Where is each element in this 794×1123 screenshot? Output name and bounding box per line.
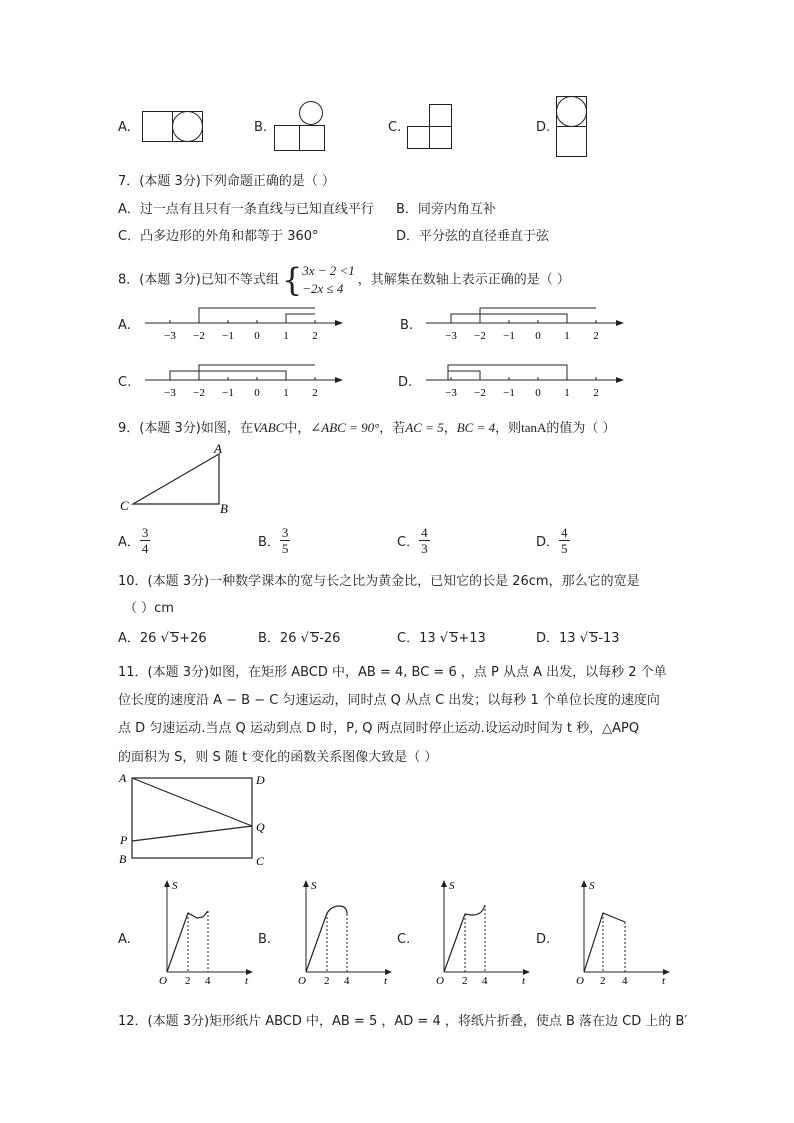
q11b-origin: O xyxy=(298,975,306,987)
q8-stem xyxy=(118,262,570,298)
sqrt-icon: √ xyxy=(439,631,449,646)
q9-option-b-fraction xyxy=(280,525,291,556)
q7-option-b: B．同旁内角互补 xyxy=(396,202,496,217)
q11a-t-label: t xyxy=(245,975,249,987)
q8-option-b-label: B. xyxy=(400,318,414,333)
q10-option-b-label: B． xyxy=(258,631,280,646)
q6-option-c-figure xyxy=(407,104,453,152)
q8a-tick-n3: −3 xyxy=(164,330,176,342)
q8-option-a-numberline xyxy=(145,305,350,343)
q10-option-c-coef: 13 xyxy=(419,631,436,646)
q9-option-d-label: D． xyxy=(536,535,560,550)
q9-option-d-num: 4 xyxy=(561,525,568,540)
q11-label-q: Q xyxy=(256,820,265,834)
q10-option-c-rest: +13 xyxy=(458,631,486,646)
q8a-tick-n2: −2 xyxy=(193,330,205,342)
q8-option-a-label: A. xyxy=(118,318,131,333)
q8b-tick-0: 0 xyxy=(535,330,541,342)
q8b-tick-n1: −1 xyxy=(503,330,515,342)
q9-option-b xyxy=(258,525,290,556)
q10-option-d-coef: 13 xyxy=(559,631,576,646)
q8b-tick-2: 2 xyxy=(593,330,599,342)
q8d-tick-2: 2 xyxy=(593,387,599,399)
q9-option-a-label: A． xyxy=(118,535,140,550)
q9-triangle-figure xyxy=(118,440,238,518)
q10-line1: 10．(本题 3分)一种数学课本的宽与长之比为黄金比，已知它的长是 26cm，那么它的宽是 xyxy=(118,574,640,589)
q10-option-d-rad: 5 xyxy=(590,631,599,646)
q11d-s-label: S xyxy=(589,880,595,892)
q8c-tick-n2: −2 xyxy=(193,387,205,399)
q11-label-a: A xyxy=(119,771,127,785)
q8-option-d-numberline xyxy=(426,362,631,400)
q9-stem-part5: ，则 xyxy=(495,421,522,436)
q7-option-c: C．凸多边形的外角和都等于 360° xyxy=(118,229,319,244)
q8-stem-suffix: ，其解集在数轴上表示正确的是（ ） xyxy=(357,272,570,288)
q9-tan: tanA xyxy=(521,420,547,435)
q11d-origin: O xyxy=(576,975,584,987)
q10-line2: （ ）cm xyxy=(124,601,174,616)
q9-option-a-num: 3 xyxy=(141,525,149,540)
q10-option-b-rest: -26 xyxy=(319,631,341,646)
q11-label-c: C xyxy=(256,854,265,868)
q9-option-c-label: C． xyxy=(397,535,420,550)
q8-brace: { xyxy=(281,261,303,299)
q11-line2: 位长度的速度沿 A − B − C 匀速运动，同时点 Q 从点 C 出发；以每秒 1 个单位长度的速度向 xyxy=(118,693,660,708)
q8b-tick-n3: −3 xyxy=(445,330,457,342)
q9-ac: AC = 5 xyxy=(405,420,444,435)
q11d-tick-2: 2 xyxy=(600,975,606,987)
q11b-tick-2: 2 xyxy=(324,975,330,987)
q6-option-d-figure xyxy=(556,96,588,158)
q8a-tick-1: 1 xyxy=(283,330,289,342)
q8-option-c-label: C. xyxy=(118,375,132,390)
q8d-tick-n3: −3 xyxy=(445,387,457,399)
q10-option-c-label: C． xyxy=(397,631,420,646)
q11a-s-label: S xyxy=(172,880,178,892)
sqrt-icon: √ xyxy=(579,631,588,646)
q8-system xyxy=(282,262,355,298)
q9-stem-part3: ，若 xyxy=(379,421,406,436)
q9-option-c xyxy=(397,525,430,556)
q8c-tick-0: 0 xyxy=(254,387,260,399)
q9-option-c-den: 3 xyxy=(421,541,428,556)
q11b-tick-4: 4 xyxy=(344,975,350,987)
q9-triangle: VABC xyxy=(252,420,285,435)
q10-option-d-rest: -13 xyxy=(598,631,620,646)
q11b-s-label: S xyxy=(311,880,317,892)
q7-option-d: D．平分弦的直径垂直于弦 xyxy=(396,229,550,244)
q9-option-d-fraction xyxy=(559,525,570,556)
q6-option-b-label: B. xyxy=(254,120,268,135)
q8a-tick-2: 2 xyxy=(312,330,318,342)
q11-option-a-graph xyxy=(145,876,257,986)
q8-stem-prefix: 8．(本题 3分)已知不等式组 xyxy=(118,272,279,288)
q9-option-a xyxy=(118,525,150,556)
q12-line1: 12．(本题 3分)矩形纸片 ABCD 中，AB = 5 ，AD = 4 ，将纸片折叠，使点 B 落在边 CD 上的 B′ xyxy=(118,1014,688,1029)
q9-option-a-fraction xyxy=(140,525,151,556)
q8-inequality-2: −2x ≤ 4 xyxy=(302,281,344,296)
q8b-tick-1: 1 xyxy=(564,330,570,342)
q10-option-d-label: D． xyxy=(536,631,560,646)
q10-option-a-rad: 5 xyxy=(170,631,180,646)
q11-line4: 的面积为 S，则 S 随 t 变化的函数关系图像大致是（ ） xyxy=(118,750,438,765)
q11-option-c-graph xyxy=(422,876,534,986)
q9-option-a-den: 4 xyxy=(141,541,149,556)
q11-line1: 11．(本题 3分)如图，在矩形 ABCD 中，AB = 4, BC = 6 ，点 P 从点 A 出发，以每秒 2 个单 xyxy=(118,665,667,680)
q7-stem: 7．(本题 3分)下列命题正确的是（ ） xyxy=(118,174,335,189)
q7-option-a: A．过一点有且只有一条直线与已知直线平行 xyxy=(118,202,374,217)
q9-option-b-den: 5 xyxy=(281,541,289,556)
q9-label-b: B xyxy=(220,501,228,516)
q11c-s-label: S xyxy=(449,880,455,892)
q6-option-a-label: A. xyxy=(118,120,131,135)
q8-system-lines xyxy=(302,262,355,298)
q11c-origin: O xyxy=(436,975,444,987)
q10-option-b-rad: 5 xyxy=(310,631,320,646)
q10-option-b xyxy=(258,627,340,646)
q9-stem-part6: 的值为（ ） xyxy=(546,421,616,436)
q9-stem-part2: 中， xyxy=(284,421,311,436)
q8c-tick-n3: −3 xyxy=(164,387,176,399)
q8-option-b-numberline xyxy=(426,305,631,343)
q11d-tick-4: 4 xyxy=(622,975,628,987)
q10-option-c-rad: 5 xyxy=(450,631,459,646)
q11-label-d: D xyxy=(256,773,265,787)
q11-label-b: B xyxy=(119,852,127,866)
q9-stem-part1: 9．(本题 3分)如图，在 xyxy=(118,421,253,436)
q8-option-c-numberline xyxy=(145,362,350,400)
q9-option-c-fraction xyxy=(419,525,430,556)
q11-option-b-graph xyxy=(284,876,396,986)
q9-option-d-den: 5 xyxy=(561,541,568,556)
q6-option-a-figure xyxy=(142,111,204,143)
q8c-tick-1: 1 xyxy=(283,387,289,399)
q11-label-p: P xyxy=(120,833,128,847)
q8d-tick-0: 0 xyxy=(535,387,541,399)
q9-stem xyxy=(118,417,616,436)
q6-option-c-label: C. xyxy=(388,120,402,135)
q9-option-d xyxy=(536,525,570,556)
sqrt-icon: √ xyxy=(160,631,169,646)
q8c-tick-2: 2 xyxy=(312,387,318,399)
q11a-tick-4: 4 xyxy=(205,975,211,987)
q11b-t-label: t xyxy=(384,975,388,987)
q10-option-a-label: A． xyxy=(118,631,140,646)
q9-angle: ∠ABC = 90° xyxy=(310,420,380,435)
q11d-t-label: t xyxy=(662,975,666,987)
q11-option-b-label: B. xyxy=(258,932,272,947)
q9-option-b-label: B． xyxy=(258,535,280,550)
q11-rectangle-figure xyxy=(116,770,276,868)
q9-stem-part4: ， xyxy=(443,421,457,436)
q9-option-b-num: 3 xyxy=(281,525,289,540)
q8a-tick-n1: −1 xyxy=(222,330,234,342)
q8-option-d-label: D. xyxy=(398,375,413,390)
q8d-tick-1: 1 xyxy=(564,387,570,399)
q10-option-a xyxy=(118,627,207,646)
q11c-tick-4: 4 xyxy=(482,975,488,987)
q11c-t-label: t xyxy=(522,975,526,987)
q11c-tick-2: 2 xyxy=(462,975,468,987)
q8a-tick-0: 0 xyxy=(254,330,260,342)
q6-option-b-figure xyxy=(274,101,326,151)
q11-option-a-label: A. xyxy=(118,932,131,947)
q9-label-a: A xyxy=(214,441,222,456)
q11-option-d-label: D. xyxy=(536,932,551,947)
q8d-tick-n2: −2 xyxy=(474,387,486,399)
q8d-tick-n1: −1 xyxy=(503,387,515,399)
q9-label-c: C xyxy=(120,498,129,513)
q11-line3: 点 D 匀速运动.当点 Q 运动到点 D 时，P, Q 两点同时停止运动.设运动时间为 t 秒，△APQ xyxy=(118,721,640,736)
q11a-tick-2: 2 xyxy=(185,975,191,987)
sqrt-icon: √ xyxy=(300,631,309,646)
q8b-tick-n2: −2 xyxy=(474,330,486,342)
q10-option-a-coef: 26 xyxy=(139,631,157,646)
q11a-origin: O xyxy=(159,975,167,987)
q8-inequality-1: 3x − 2 <1 xyxy=(302,263,355,278)
q11-option-d-graph xyxy=(562,876,674,986)
q10-option-d xyxy=(536,627,620,646)
q9-option-c-num: 4 xyxy=(421,525,428,540)
q10-option-a-rest: +26 xyxy=(179,631,207,646)
q11-option-c-label: C. xyxy=(397,932,411,947)
q6-option-d-label: D. xyxy=(536,120,551,135)
q8c-tick-n1: −1 xyxy=(222,387,234,399)
q10-option-c xyxy=(397,627,486,646)
q9-bc: BC = 4 xyxy=(456,420,496,435)
q10-option-b-coef: 26 xyxy=(279,631,297,646)
